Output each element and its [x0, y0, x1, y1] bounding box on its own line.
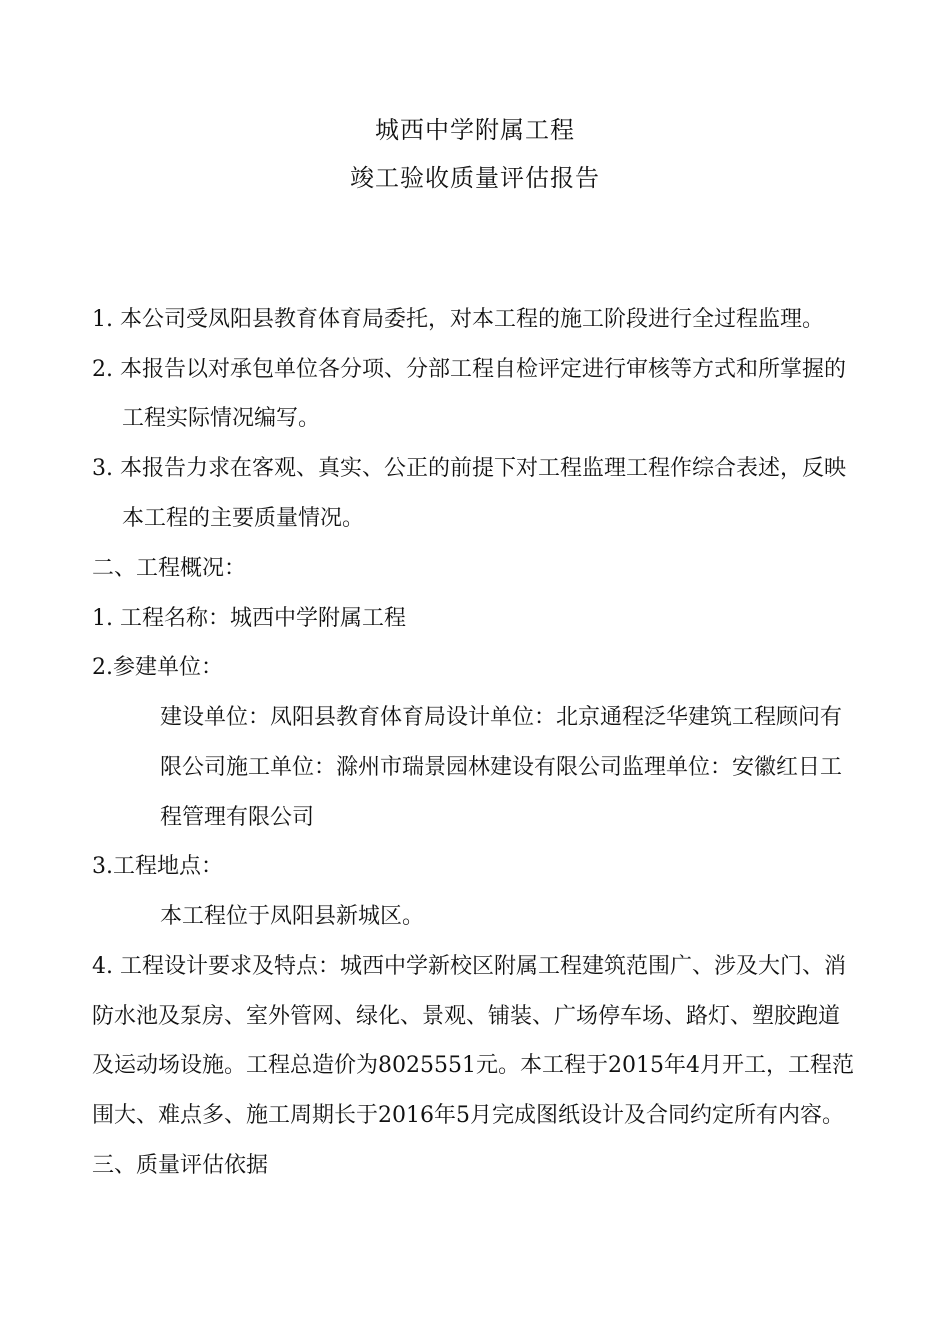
quality-basis-heading: 三、质量评估依据	[92, 1153, 269, 1178]
intro-item-1: 1. 本公司受凤阳县教育体育局委托，对本工程的施工阶段进行全过程监理。	[92, 307, 824, 332]
participating-units-line-3: 程管理有限公司	[160, 805, 315, 830]
participating-units-line-1: 建设单位：凤阳县教育体育局设计单位：北京通程泛华建筑工程顾问有	[160, 705, 843, 730]
participating-units-label: 2.参建单位：	[92, 655, 223, 680]
document-subtitle: 竣工验收质量评估报告	[350, 164, 600, 192]
design-requirements-line-2: 防水池及泵房、室外管网、绿化、景观、铺装、广场停车场、路灯、塑胶跑道	[92, 1004, 841, 1029]
intro-item-2-line-2: 工程实际情况编写。	[122, 406, 321, 431]
project-location-label: 3.工程地点：	[92, 854, 223, 879]
project-name: 1. 工程名称：城西中学附属工程	[92, 606, 406, 631]
design-requirements-line-4: 围大、难点多、施工周期长于2016年5月完成图纸设计及合同约定所有内容。	[92, 1103, 844, 1128]
project-location: 本工程位于凤阳县新城区。	[160, 904, 425, 929]
participating-units-line-2: 限公司施工单位：滁州市瑞景园林建设有限公司监理单位：安徽红日工	[160, 755, 843, 780]
intro-item-3-line-2: 本工程的主要质量情况。	[122, 506, 365, 531]
design-requirements-line-1: 4. 工程设计要求及特点：城西中学新校区附属工程建筑范围广、涉及大门、消	[92, 954, 846, 979]
overview-heading: 二、工程概况：	[92, 556, 247, 581]
document-title: 城西中学附属工程	[375, 116, 575, 144]
intro-item-2-line-1: 2. 本报告以对承包单位各分项、分部工程自检评定进行审核等方式和所掌握的	[92, 357, 846, 382]
design-requirements-line-3: 及运动场设施。工程总造价为8025551元。本工程于2015年4月开工，工程范	[92, 1053, 854, 1078]
intro-item-3-line-1: 3. 本报告力求在客观、真实、公正的前提下对工程监理工程作综合表述，反映	[92, 456, 846, 481]
